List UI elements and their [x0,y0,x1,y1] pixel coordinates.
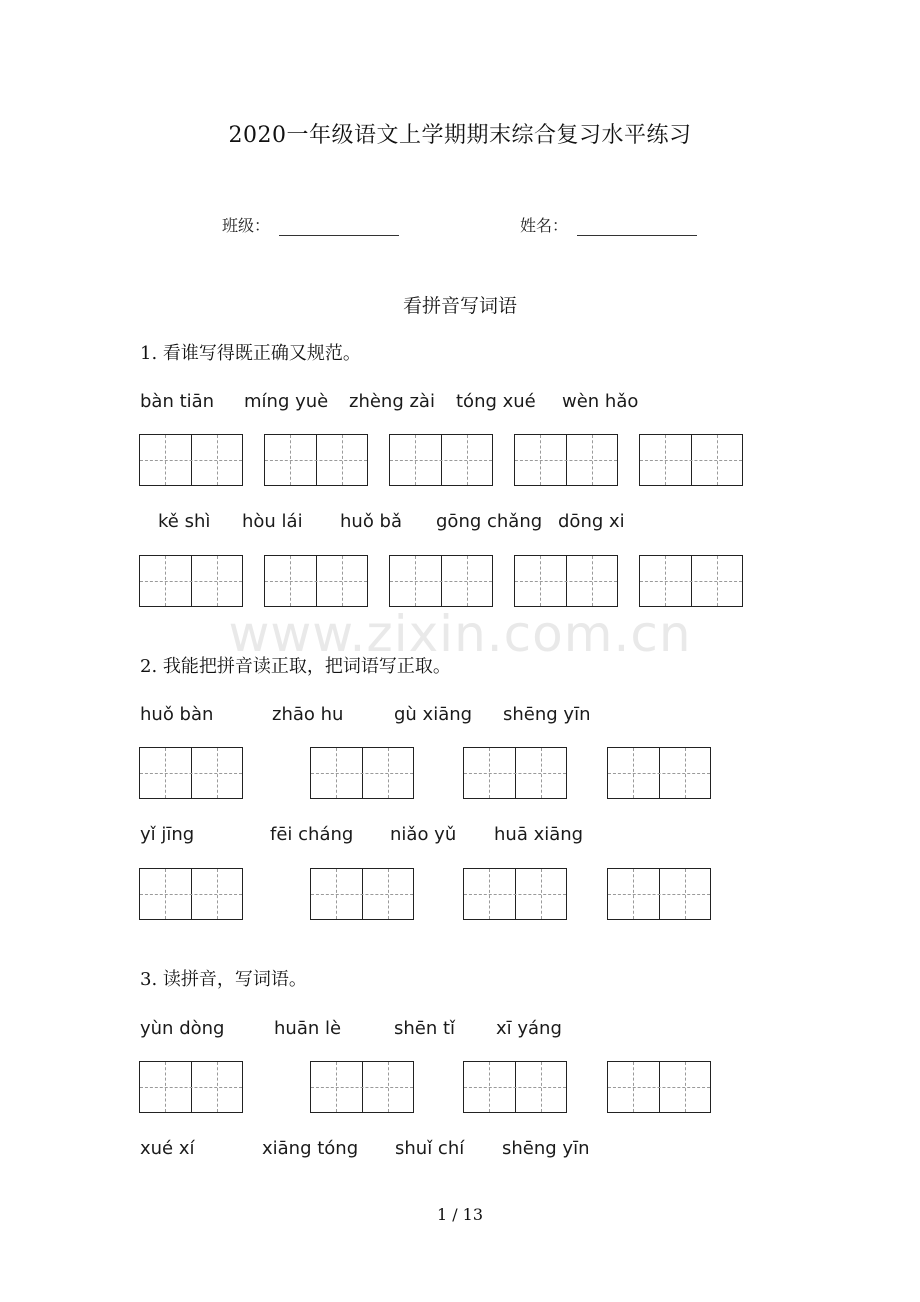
pinyin-label: shēng yīn [503,704,591,725]
pinyin-label: huān lè [274,1018,342,1039]
writing-box[interactable] [264,434,368,486]
writing-box[interactable] [607,1061,711,1113]
pinyin-label: tóng xué [456,391,536,412]
page-number: 1 / 13 [436,1205,484,1224]
writing-box[interactable] [514,555,618,607]
writing-box[interactable] [463,1061,567,1113]
pinyin-label: xué xí [140,1138,195,1159]
writing-box[interactable] [607,747,711,799]
class-blank-line [279,235,399,236]
name-label: 姓名： [520,216,569,235]
pinyin-label: dōng xi [558,511,625,532]
pinyin-label: zhāo hu [272,704,344,725]
writing-box[interactable] [607,868,711,920]
pinyin-label: xī yáng [496,1018,562,1039]
pinyin-label: wèn hǎo [562,391,639,412]
writing-box[interactable] [639,555,743,607]
writing-box[interactable] [310,747,414,799]
pinyin-label: shuǐ chí [395,1138,465,1159]
pinyin-label: shēn tǐ [394,1018,456,1039]
question-1-title: 1. 看谁写得既正确又规范。 [140,343,361,364]
writing-box[interactable] [310,1061,414,1113]
name-blank-line [577,235,697,236]
pinyin-label: niǎo yǔ [390,824,457,845]
writing-box[interactable] [514,434,618,486]
pinyin-label: yùn dòng [140,1018,225,1039]
writing-box[interactable] [264,555,368,607]
pinyin-label: gōng chǎng [436,511,543,532]
pinyin-label: bàn tiān [140,391,215,412]
pinyin-label: gù xiāng [394,704,473,725]
question-3-title: 3. 读拼音，写词语。 [140,969,307,990]
writing-box[interactable] [389,434,493,486]
writing-box[interactable] [463,868,567,920]
pinyin-label: huǒ bǎ [340,511,403,532]
writing-box[interactable] [139,1061,243,1113]
pinyin-label: zhèng zài [349,391,435,412]
pinyin-label: xiāng tóng [262,1138,359,1159]
writing-box[interactable] [463,747,567,799]
writing-box[interactable] [139,747,243,799]
document-title: 2020一年级语文上学期期末综合复习水平练习 [228,123,692,148]
pinyin-label: kě shì [158,511,211,532]
writing-box[interactable] [139,434,243,486]
class-label: 班级： [222,216,271,235]
pinyin-label: hòu lái [242,511,303,532]
writing-box[interactable] [639,434,743,486]
pinyin-label: yǐ jīng [140,824,195,845]
section-heading: 看拼音写词语 [402,295,517,317]
pinyin-label: míng yuè [244,391,329,412]
writing-box[interactable] [139,555,243,607]
pinyin-label: shēng yīn [502,1138,590,1159]
pinyin-label: fēi cháng [270,824,354,845]
pinyin-label: huā xiāng [494,824,584,845]
question-2-title: 2. 我能把拼音读正取，把词语写正取。 [140,656,451,677]
pinyin-label: huǒ bàn [140,704,214,725]
writing-box[interactable] [310,868,414,920]
writing-box[interactable] [389,555,493,607]
writing-box[interactable] [139,868,243,920]
watermark: www.zixin.com.cn [228,605,692,663]
